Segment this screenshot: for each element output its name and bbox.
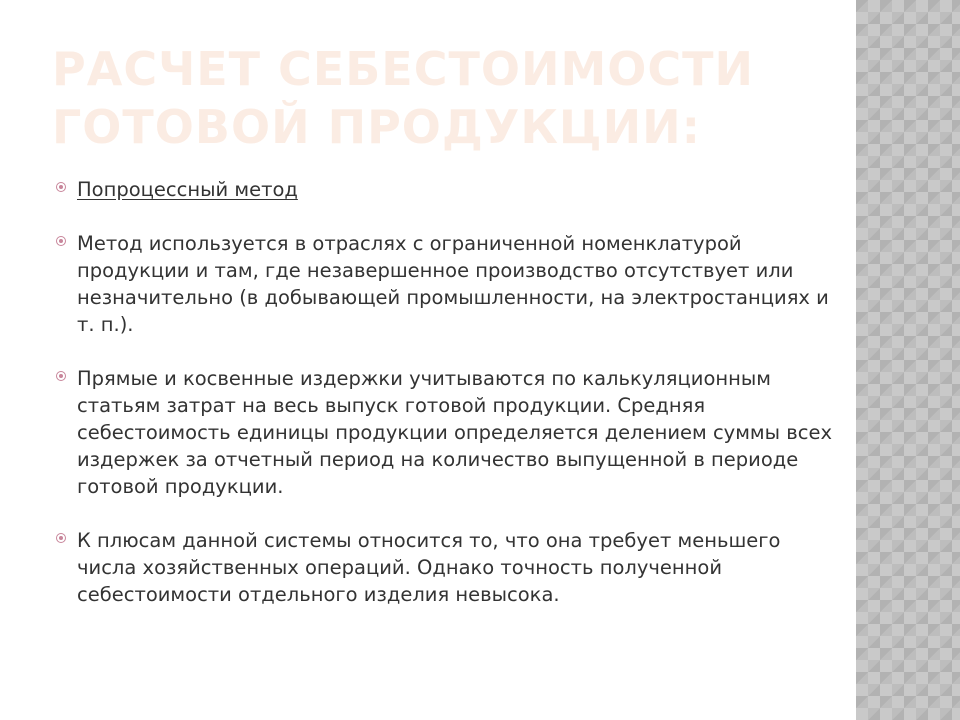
bullet-item-method-name (56, 176, 836, 203)
circle-bullet-icon (56, 182, 66, 192)
bullet-list (56, 176, 836, 608)
bullet-text: Метод используется в отраслях с ограниченной номенклатурой продукции и там, где незавершенное производство отсутствует или незначительно (в добывающей промышленности, на электростанциях и т. п.). (77, 232, 829, 336)
circle-bullet-icon (56, 236, 66, 246)
bullet-item-advantages (56, 527, 836, 608)
circle-bullet-icon (56, 371, 66, 381)
slide-title: РАСЧЕТ СЕБЕСТОИМОСТИ ГОТОВОЙ ПРОДУКЦИИ: (52, 42, 754, 154)
bullet-text: Прямые и косвенные издержки учитываются по калькуляционным статьям затрат на весь выпуск готовой продукции. Средняя себестоимость единицы продукции определяется делением суммы всех издержек за отчетный период на количество выпущенной в периоде готовой продукции. (77, 367, 832, 498)
circle-bullet-icon (56, 533, 66, 543)
bullet-item-costs (56, 365, 836, 500)
bullet-item-usage (56, 230, 836, 338)
bullet-text: Попроцессный метод (77, 178, 298, 201)
decorative-side-panel (856, 0, 960, 720)
bullet-text: К плюсам данной системы относится то, что она требует меньшего числа хозяйственных операций. Однако точность полученной себестоимости отдельного изделия невысока. (77, 529, 781, 606)
